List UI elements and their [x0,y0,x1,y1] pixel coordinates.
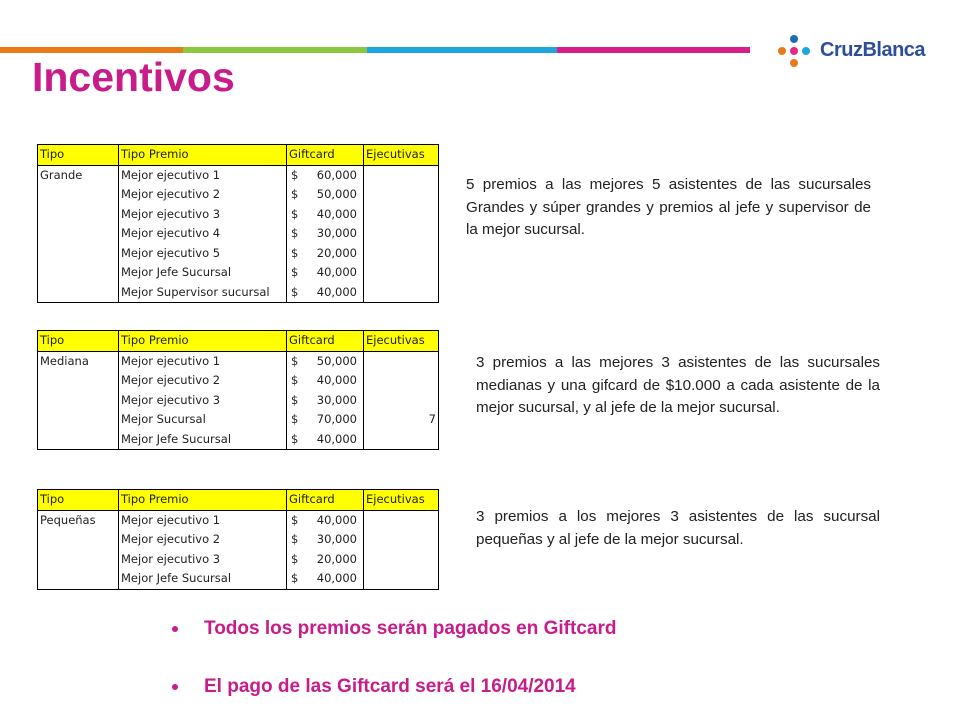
logo-dot-center [790,47,798,55]
cell-tipo [38,185,119,205]
table-row [38,371,439,391]
table-header-row [38,490,439,511]
table-row [38,410,439,430]
bullet-dot-icon [170,684,190,690]
cell-tipo [38,283,119,303]
cell-giftcard [287,244,364,264]
cell-ejecutivas: 7 [364,410,439,430]
table-mediana [37,330,439,450]
cell-currency: $ [291,245,299,260]
cell-tipo [38,569,119,589]
cell-premio: Mejor Jefe Sucursal [119,430,287,450]
cell-ejecutivas [364,391,439,411]
cell-premio: Mejor ejecutivo 5 [119,244,287,264]
cell-ejecutivas [364,550,439,570]
table-row [38,569,439,589]
cell-currency: $ [291,226,299,241]
bullet-text: El pago de las Giftcard será el 16/04/2014 [204,676,576,697]
cell-currency: $ [291,512,299,527]
cell-currency: $ [291,551,299,566]
cell-currency: $ [291,412,299,427]
cell-tipo [38,550,119,570]
table-row [38,224,439,244]
cell-tipo: Mediana [38,351,119,371]
note-pequenas: 3 premios a los mejores 3 asistentes de las sucursal pequeñas y al jefe de la mejor sucursal. [476,508,880,548]
cell-amount: 40,000 [316,431,357,446]
cell-currency: $ [291,571,299,586]
cruzblanca-logo [776,33,946,73]
cell-currency: $ [291,265,299,280]
color-bar-blue [367,47,557,53]
bullet-text: Todos los premios serán pagados en Giftcard [204,618,617,639]
cell-premio: Mejor Sucursal [119,410,287,430]
table-row [38,165,439,185]
cell-giftcard [287,391,364,411]
cell-currency: $ [291,284,299,299]
cell-ejecutivas [364,165,439,185]
header-ejecutivas: Ejecutivas [364,331,439,352]
cell-premio: Mejor ejecutivo 4 [119,224,287,244]
cell-giftcard [287,185,364,205]
cell-amount: 30,000 [316,226,357,241]
bullet-list [170,614,616,702]
cell-ejecutivas [364,205,439,225]
header-tipo-premio: Tipo Premio [119,490,287,511]
cell-ejecutivas [364,244,439,264]
cell-ejecutivas [364,283,439,303]
cell-giftcard [287,569,364,589]
cell-amount: 40,000 [316,206,357,221]
page-title: Incentivos [32,54,235,100]
header-tipo: Tipo [38,331,119,352]
cell-amount: 70,000 [316,412,357,427]
table-header-row [38,331,439,352]
table-pequenas [37,489,439,590]
table-row [38,244,439,264]
cell-ejecutivas [364,224,439,244]
cell-ejecutivas [364,569,439,589]
color-bar-pink [557,47,750,53]
cell-currency: $ [291,532,299,547]
header-giftcard: Giftcard [287,331,364,352]
cell-tipo [38,410,119,430]
cell-premio: Mejor ejecutivo 3 [119,205,287,225]
logo-dot-right [802,47,810,55]
cell-giftcard [287,430,364,450]
cell-tipo [38,224,119,244]
header-giftcard: Giftcard [287,145,364,166]
cell-ejecutivas [364,430,439,450]
header-ejecutivas: Ejecutivas [364,490,439,511]
cell-premio: Mejor Supervisor sucursal [119,283,287,303]
table-row [38,510,439,530]
cell-tipo: Grande [38,165,119,185]
cell-premio: Mejor ejecutivo 3 [119,391,287,411]
cell-tipo [38,263,119,283]
cell-giftcard [287,165,364,185]
cell-tipo [38,391,119,411]
cell-tipo [38,244,119,264]
cell-premio: Mejor ejecutivo 2 [119,371,287,391]
cell-amount: 40,000 [316,265,357,280]
table-row [38,351,439,371]
cell-tipo [38,530,119,550]
table-row [38,430,439,450]
cell-giftcard [287,530,364,550]
cell-currency: $ [291,206,299,221]
cell-premio: Mejor ejecutivo 2 [119,185,287,205]
cell-ejecutivas [364,185,439,205]
cell-ejecutivas [364,371,439,391]
cell-tipo [38,205,119,225]
cell-premio: Mejor ejecutivo 1 [119,351,287,371]
cell-giftcard [287,410,364,430]
cell-currency: $ [291,353,299,368]
cell-tipo [38,371,119,391]
header-tipo-premio: Tipo Premio [119,331,287,352]
cell-giftcard [287,351,364,371]
cell-premio: Mejor ejecutivo 3 [119,550,287,570]
cell-giftcard [287,283,364,303]
bullet-dot-icon [170,626,190,632]
cell-giftcard [287,224,364,244]
logo-dot-top [790,35,798,43]
table-row [38,391,439,411]
header-tipo-premio: Tipo Premio [119,145,287,166]
cell-amount: 40,000 [316,373,357,388]
header-giftcard: Giftcard [287,490,364,511]
cell-ejecutivas [364,530,439,550]
cell-amount: 60,000 [316,167,357,182]
cell-amount: 40,000 [316,571,357,586]
cell-ejecutivas [364,351,439,371]
cell-amount: 50,000 [316,187,357,202]
cell-giftcard [287,510,364,530]
cell-premio: Mejor ejecutivo 1 [119,510,287,530]
cell-ejecutivas [364,263,439,283]
cell-premio: Mejor Jefe Sucursal [119,263,287,283]
note-mediana: 3 premios a las mejores 3 asistentes de las sucursales medianas y una gifcard de $10.000 a cada asistente de la mejor sucursal, y al jefe de la mejor sucursal. [476,354,880,416]
cell-amount: 50,000 [316,353,357,368]
table-row [38,185,439,205]
table-row [38,530,439,550]
cell-giftcard [287,371,364,391]
cell-amount: 40,000 [316,284,357,299]
logo-text: CruzBlanca [820,39,926,61]
table-header-row [38,145,439,166]
bullet-item [170,672,616,702]
table-row [38,263,439,283]
cell-giftcard [287,205,364,225]
table-row [38,550,439,570]
table-row [38,283,439,303]
bullet-item [170,614,616,644]
cell-amount: 20,000 [316,245,357,260]
cell-premio: Mejor ejecutivo 2 [119,530,287,550]
cell-premio: Mejor Jefe Sucursal [119,569,287,589]
cell-giftcard [287,263,364,283]
logo-dot-left [778,47,786,55]
logo-dot-bottom [790,59,798,67]
note-grande: 5 premios a las mejores 5 asistentes de las sucursales Grandes y súper grandes y premios al jefe y supervisor de la mejor sucursal. [466,176,871,238]
cell-currency: $ [291,373,299,388]
cell-currency: $ [291,431,299,446]
cell-tipo [38,430,119,450]
cell-ejecutivas [364,510,439,530]
table-row [38,205,439,225]
header-tipo: Tipo [38,490,119,511]
cell-amount: 20,000 [316,551,357,566]
cell-amount: 30,000 [316,392,357,407]
cell-tipo: Pequeñas [38,510,119,530]
cell-currency: $ [291,167,299,182]
cell-currency: $ [291,187,299,202]
header-tipo: Tipo [38,145,119,166]
cell-premio: Mejor ejecutivo 1 [119,165,287,185]
cell-currency: $ [291,392,299,407]
table-grande [37,144,439,303]
cell-giftcard [287,550,364,570]
cell-amount: 40,000 [316,512,357,527]
cell-amount: 30,000 [316,532,357,547]
header-ejecutivas: Ejecutivas [364,145,439,166]
